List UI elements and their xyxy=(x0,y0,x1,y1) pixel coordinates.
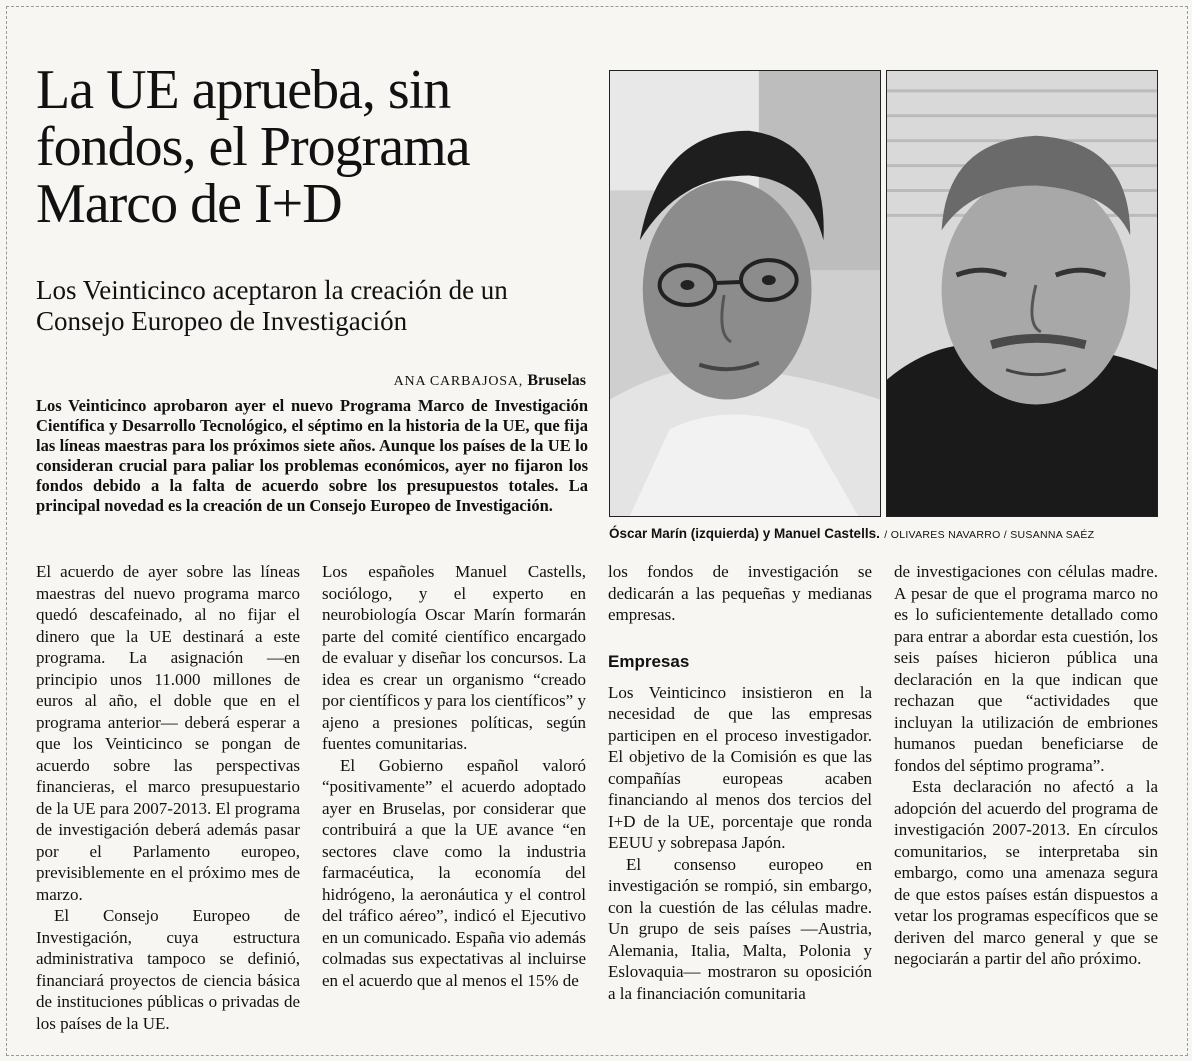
byline xyxy=(36,372,586,390)
paragraph: El consenso europeo en investigación se rompió, sin embargo, con la cuestión de las células madre. Un grupo de seis países —Austria, Alemania, Italia, Malta, Polonia y Eslovaquia— mostraron su oposición a la financiación comunitaria xyxy=(608,854,872,1003)
photo-oscar-marin xyxy=(609,70,881,517)
photo-manuel-castells xyxy=(886,70,1158,517)
paragraph: El Consejo Europeo de Investigación, cuya estructura administrativa tampoco se definió, financiará proyectos de ciencia básica de instituciones públicas o privadas de los países de la UE. xyxy=(36,906,300,1033)
paragraph: de investigaciones con células madre. A pesar de que el programa marco no es lo suficientemente detallado como para entrar a abordar esta cuestión, los seis países hicieron pública una declaración en la que indican que rechazan que “actividades que incluyan la utilización de embriones humanos puedan beneficiarse de fondos del séptimo programa”. xyxy=(894,562,1158,775)
lead-paragraph: Los Veinticinco aprobaron ayer el nuevo Programa Marco de Investigación Científica y Desarrollo Tecnológico, el séptimo en la historia de la UE, que fija las líneas maestras para los próximos siete años. Aunque los países de la UE lo consideran crucial para paliar los problemas económicos, ayer no fijaron los fondos debido a la falta de acuerdo sobre los presupuestos totales. La principal novedad es la creación de un Consejo Europeo de Investigación. xyxy=(36,396,588,515)
subheadline: Los Veinticinco aceptaron la creación de un Consejo Europeo de Investigación xyxy=(36,275,508,336)
headline: La UE aprueba, sin fondos, el Programa Marco de I+D xyxy=(36,59,470,235)
byline-author: ANA CARBAJOSA, xyxy=(393,374,524,389)
column-2 xyxy=(322,561,586,991)
paragraph: El Gobierno español valoró “positivamente” el acuerdo adoptado ayer en Bruselas, por considerar que contribuirá a que la UE avance “en sectores clave como la industria farmacéutica, la economía del hidrógeno, la aeronáutica y el control del tráfico aéreo”, indicó el Ejecutivo en un comunicado. España vio además colmadas sus expectativas al incluirse en el acuerdo que al menos el 15% de xyxy=(322,755,586,990)
paragraph: los fondos de investigación se dedicarán a las pequeñas y medianas empresas. xyxy=(608,562,872,624)
column-1 xyxy=(36,561,300,1034)
paragraph: Los españoles Manuel Castells, sociólogo, y el experto en neurobiología Oscar Marín formarán parte del comité científico encargado de evaluar y diseñar los concursos. La idea es crear un organismo “creado por científicos y para los científicos” y ajeno a presiones políticas, según fuentes comunitarias. xyxy=(322,562,586,753)
paragraph: Los Veinticinco insistieron en la necesidad de que las empresas participen en el proceso investigador. El objetivo de la Comisión es que las compañías europeas acaben financiando al menos dos tercios del I+D de la UE, porcentaje que ronda EEUU y sobrepasa Japón. xyxy=(608,682,872,852)
section-heading: Empresas xyxy=(608,651,690,671)
photo-credit: / OLIVARES NAVARRO / SUSANNA SAÉZ xyxy=(884,529,1095,541)
column-3 xyxy=(608,561,872,1004)
byline-place: Bruselas xyxy=(527,372,586,389)
caption-names: Óscar Marín (izquierda) y Manuel Castells. xyxy=(609,526,880,541)
portrait-illustration xyxy=(887,71,1157,516)
column-4 xyxy=(894,561,1158,970)
paragraph: El acuerdo de ayer sobre las líneas maestras del nuevo programa marco quedó descafeinado, al no fijar el dinero que la UE destinará a este programa. La asignación —en principio unos 11.000 millones de euros al año, el doble que en el programa anterior— deberá esperar a que los Veinticinco se pongan de acuerdo sobre las perspectivas financieras, el marco presupuestario de la UE para 2007-2013. El programa de investigación deberá además pasar por el Parlamento europeo, previsiblemente en el próximo mes de marzo. xyxy=(36,562,300,904)
paragraph: Esta declaración no afectó a la adopción del acuerdo del programa de investigación 2007-2013. En círculos comunitarios, se interpretaba sin embargo, como una amenaza segura de que estos países están dispuestos a vetar los programas específicos que se deriven del marco general y que se negociarán a partir del año próximo. xyxy=(894,777,1158,968)
portrait-illustration xyxy=(610,71,880,516)
photo-caption xyxy=(609,525,1161,543)
